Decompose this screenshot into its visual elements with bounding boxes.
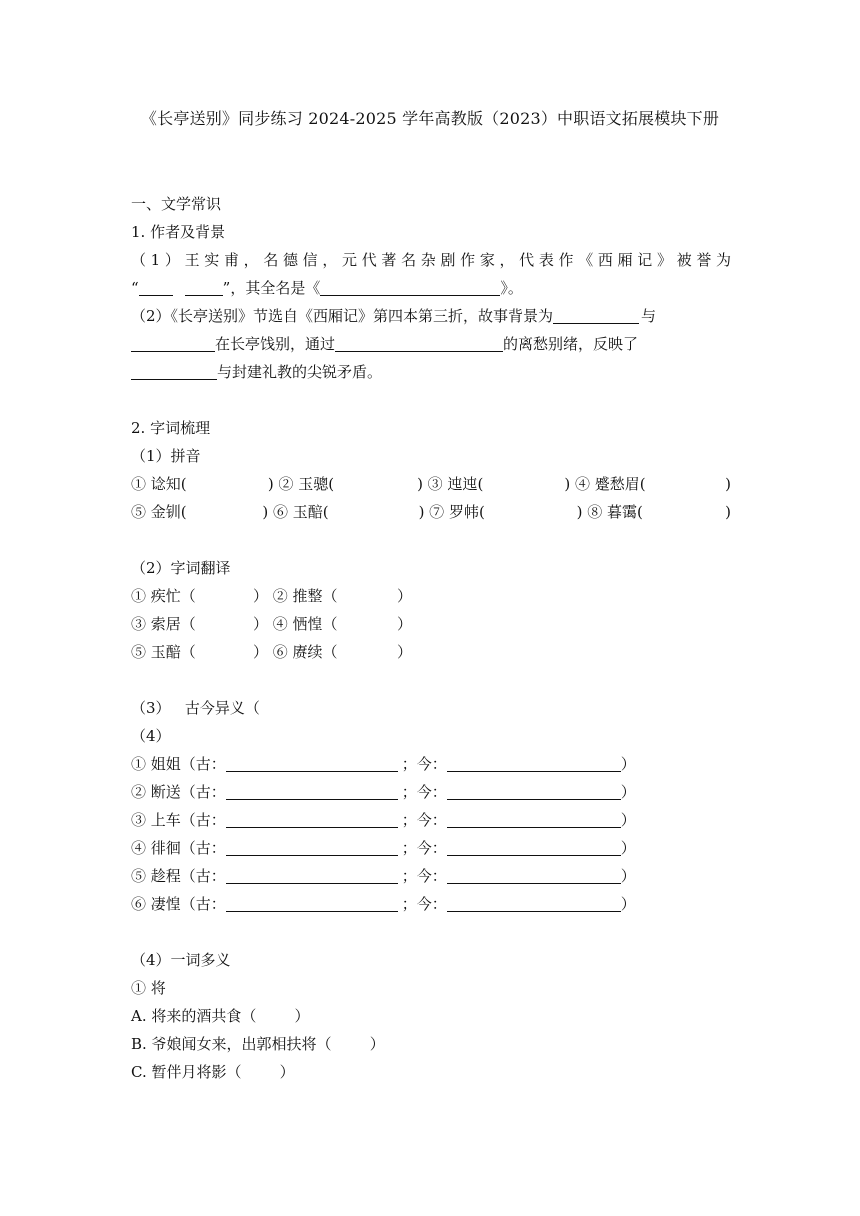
row-close: ） xyxy=(620,867,636,885)
pinyin-item: ) xyxy=(725,503,732,521)
blank-field[interactable] xyxy=(139,277,173,296)
blank-field[interactable] xyxy=(447,753,621,772)
blank-field[interactable] xyxy=(335,333,503,352)
translate-item: ） ② 推整（ xyxy=(253,587,338,605)
pinyin-item: ) ② 玉骢( xyxy=(267,475,335,493)
answer-space[interactable] xyxy=(501,470,564,498)
pinyin-row xyxy=(131,470,731,498)
polysemy-heading: （4）一词多义 xyxy=(131,951,231,969)
answer-space[interactable] xyxy=(356,498,419,526)
blank-field[interactable] xyxy=(226,865,398,884)
blank-field[interactable] xyxy=(226,809,398,828)
ancient-modern-row xyxy=(131,750,731,778)
polysemy-word: ① 将 xyxy=(131,979,166,997)
pinyin-item: ⑤ 金钏( xyxy=(131,503,187,521)
pinyin-item: ) ⑦ 罗帏( xyxy=(418,503,485,521)
translate-item: ） xyxy=(397,643,413,661)
ancient-modern-heading: （3） 古今异义（ xyxy=(131,699,260,717)
row-label: ③ 上车（古： xyxy=(131,811,226,829)
subsection-heading: 1. 作者及背景 xyxy=(131,223,226,241)
ancient-modern-row xyxy=(131,834,731,862)
translate-item: ⑤ 玉醅（ xyxy=(131,643,196,661)
polysemy-item: B. 爷娘闻女来，出郭相扶将（ ） xyxy=(131,1035,385,1053)
pinyin-row xyxy=(131,498,731,526)
answer-space[interactable] xyxy=(351,610,397,638)
translate-item: ① 疾忙（ xyxy=(131,587,196,605)
blank-field[interactable] xyxy=(226,837,398,856)
answer-space[interactable] xyxy=(195,498,263,526)
translate-item: ） xyxy=(397,587,413,605)
translate-item: ③ 索居（ xyxy=(131,615,196,633)
pinyin-item: ) ⑧ 暮霭( xyxy=(576,503,643,521)
polysemy-item: A. 将来的酒共食（ ） xyxy=(131,1007,310,1025)
question-text: 与 xyxy=(641,307,657,325)
question-2-line-1 xyxy=(131,302,731,330)
ancient-modern-list xyxy=(131,750,731,918)
question-text: 在长亭饯别，通过 xyxy=(215,335,336,353)
answer-space[interactable] xyxy=(351,638,397,666)
worksheet-body xyxy=(131,190,731,1086)
translate-item: ） xyxy=(397,615,413,633)
subsection-heading: 2. 字词梳理 xyxy=(131,419,211,437)
ancient-modern-row xyxy=(131,806,731,834)
question-text: 的离愁别绪，反映了 xyxy=(503,335,639,353)
book-close: 》。 xyxy=(500,279,523,297)
translate-row xyxy=(131,638,731,666)
translate-row xyxy=(131,610,731,638)
ancient-modern-subheading: （4） xyxy=(131,727,171,745)
blank-field[interactable] xyxy=(226,753,398,772)
blank-field[interactable] xyxy=(447,837,621,856)
pinyin-item: ) ④ 蹙愁眉( xyxy=(564,475,646,493)
row-close: ） xyxy=(620,839,636,857)
blank-field[interactable] xyxy=(320,277,500,296)
pinyin-item: ) ③ 迍迍( xyxy=(417,475,484,493)
polysemy-item: C. 暂伴月将影（ ） xyxy=(131,1063,295,1081)
pinyin-item: ) xyxy=(725,475,731,493)
row-separator: ；今： xyxy=(401,895,447,913)
ancient-modern-row xyxy=(131,778,731,806)
translate-heading: （2）字词翻译 xyxy=(131,559,231,577)
row-separator: ；今： xyxy=(401,811,447,829)
row-separator: ；今： xyxy=(401,839,447,857)
answer-space[interactable] xyxy=(201,470,268,498)
blank-field[interactable] xyxy=(185,277,223,296)
pinyin-item: ) ⑥ 玉醅( xyxy=(262,503,329,521)
blank-field[interactable] xyxy=(553,305,639,324)
row-label: ⑤ 趁程（古： xyxy=(131,867,226,885)
polysemy-list xyxy=(131,1002,731,1086)
row-label: ① 姐姐（古： xyxy=(131,755,226,773)
blank-field[interactable] xyxy=(447,893,621,912)
answer-space[interactable] xyxy=(211,582,253,610)
answer-space[interactable] xyxy=(211,610,253,638)
ancient-modern-row xyxy=(131,862,731,890)
blank-field[interactable] xyxy=(447,809,621,828)
translate-item: ） ④ 恓惶（ xyxy=(253,615,338,633)
row-label: ② 断送（古： xyxy=(131,783,226,801)
row-close: ） xyxy=(620,895,636,913)
answer-space[interactable] xyxy=(354,470,417,498)
quote-open: “ xyxy=(131,279,139,297)
page-title: 《长亭送别》同步练习 2024-2025 学年高教版（2023）中职语文拓展模块下册 xyxy=(140,109,720,128)
ancient-modern-row xyxy=(131,890,731,918)
question-2-line-2 xyxy=(131,330,731,358)
answer-space[interactable] xyxy=(351,582,397,610)
answer-space[interactable] xyxy=(211,638,253,666)
blank-field[interactable] xyxy=(226,781,398,800)
blank-field[interactable] xyxy=(447,781,621,800)
row-separator: ；今： xyxy=(401,783,447,801)
translate-row xyxy=(131,582,731,610)
row-close: ） xyxy=(620,755,636,773)
answer-space[interactable] xyxy=(514,498,577,526)
question-1-line-1: （1）王实甫，名德信，元代著名杂剧作家，代表作《西厢记》被誉为 xyxy=(131,251,731,269)
answer-space[interactable] xyxy=(664,498,725,526)
blank-field[interactable] xyxy=(131,333,215,352)
row-close: ） xyxy=(620,811,636,829)
row-separator: ；今： xyxy=(401,867,447,885)
question-1-line-2 xyxy=(131,274,731,302)
question-2-line-3 xyxy=(131,358,731,386)
pinyin-item: ① 谂知( xyxy=(131,475,187,493)
row-label: ④ 徘徊（古： xyxy=(131,839,226,857)
row-close: ） xyxy=(620,783,636,801)
blank-field[interactable] xyxy=(226,893,398,912)
row-separator: ；今： xyxy=(401,755,447,773)
question-text: 与封建礼教的尖锐矛盾。 xyxy=(217,363,383,381)
question-text: （2）《长亭送别》节选自《西厢记》第四本第三折，故事背景为 xyxy=(131,307,554,325)
answer-space[interactable] xyxy=(664,470,725,498)
translate-item: ） ⑥ 赓续（ xyxy=(253,643,338,661)
blank-field[interactable] xyxy=(447,865,621,884)
pinyin-heading: （1）拼音 xyxy=(131,447,201,465)
blank-field[interactable] xyxy=(131,361,217,380)
section-heading: 一、文学常识 xyxy=(131,195,222,213)
row-label: ⑥ 凄惶（古： xyxy=(131,895,226,913)
quote-close: ”，其全名是《 xyxy=(222,279,321,297)
